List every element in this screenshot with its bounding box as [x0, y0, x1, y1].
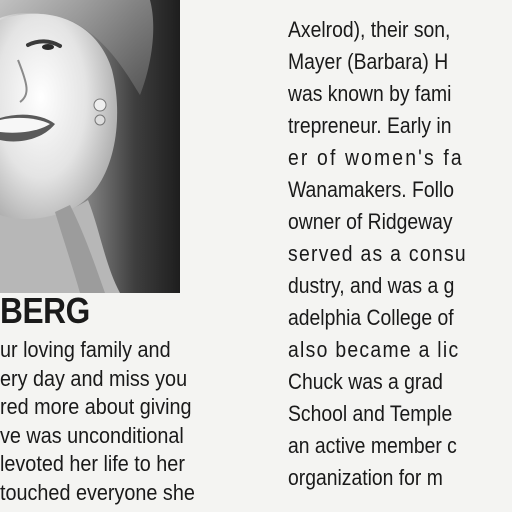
text-line: organization for m	[288, 465, 443, 490]
text-line: adelphia College of	[288, 305, 454, 330]
text-line: levoted her life to her	[0, 451, 185, 476]
text-line	[288, 494, 481, 512]
text-line	[288, 0, 481, 14]
text-line: Mayer (Barbara) H	[288, 49, 449, 74]
right-text-column	[288, 0, 512, 512]
text-line: Wanamakers. Follo	[288, 177, 454, 202]
portrait-photo	[0, 0, 180, 293]
text-line: dustry, and was a g	[288, 273, 455, 298]
text-line: er of women's fa	[288, 145, 464, 170]
text-line: School and Temple	[288, 401, 453, 426]
text-line: served as a consu	[288, 241, 467, 266]
text-line: ve was unconditional	[0, 422, 184, 448]
text-line: also became a lic	[288, 337, 460, 362]
left-text-column	[0, 336, 258, 512]
text-line: Axelrod), their son,	[288, 17, 451, 42]
text-line: touched everyone she	[0, 479, 195, 505]
text-line: an active member c	[288, 433, 457, 458]
text-line: ery day and miss you	[0, 365, 188, 391]
column-divider	[273, 0, 274, 512]
text-line: was known by fami	[288, 81, 452, 106]
text-line: ur loving family and	[0, 337, 171, 362]
text-line: trepreneur. Early in	[288, 113, 452, 138]
text-line: owner of Ridgeway	[288, 209, 453, 234]
text-line: Chuck was a grad	[288, 369, 443, 394]
deceased-name-heading: BERG	[0, 290, 90, 331]
text-line: red more about giving	[0, 394, 192, 419]
